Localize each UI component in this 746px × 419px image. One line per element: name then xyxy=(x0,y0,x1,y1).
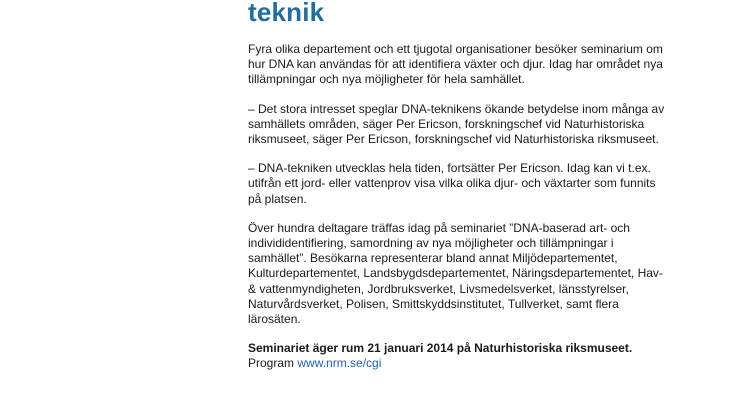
paragraph-intro: Fyra olika departement och ett tjugotal organisationer besöker seminarium om hur DNA kan användas för att identifiera växter och djur. Idag har området nya tillämpningar och nya möjligheter för hela samhället. xyxy=(248,42,663,87)
paragraph-participants: Över hundra deltagare träffas idag på seminariet ”DNA-baserad art- och individidentifiering, samordning av nya möjligheter och tillämpningar i samhället”. Besökarna representerar bland annat Miljödepartementet, Kulturdepartementet, Landsbygdsdepartementet, Näringsdepartementet, Hav- & vattenmyndigheten, Jordbruksverket, Livsmedelsverket, länsstyrelser, Naturvårdsverket, Polisen, Smittskyddsinstitutet, Tullverket, samt flera lärosäten. xyxy=(248,220,663,327)
event-info: Seminariet äger rum 21 januari 2014 på Naturhistoriska riksmuseet. xyxy=(248,341,633,356)
paragraph-quote-1: – Det stora intresset speglar DNA-teknikens ökande betydelse inom många av samhällets områden, säger Per Ericson, forskningschef vid Naturhistoriska riksmuseet, säger Per Ericson, forskningschef vid Naturhistoriska riksmuseet. xyxy=(248,101,665,147)
page-title: teknik xyxy=(248,0,325,27)
program-label: Program xyxy=(248,356,298,371)
paragraph-quote-2: – DNA-tekniken utvecklas hela tiden, fortsätter Per Ericson. Idag kan vi t.ex. utifrån ett jord- eller vattenprov visa vilka olika djur- och växtarter som funnits på platsen. xyxy=(248,161,656,206)
program-link[interactable]: www.nrm.se/cgi xyxy=(297,356,382,371)
document-page xyxy=(248,0,668,372)
program-line xyxy=(248,356,668,371)
